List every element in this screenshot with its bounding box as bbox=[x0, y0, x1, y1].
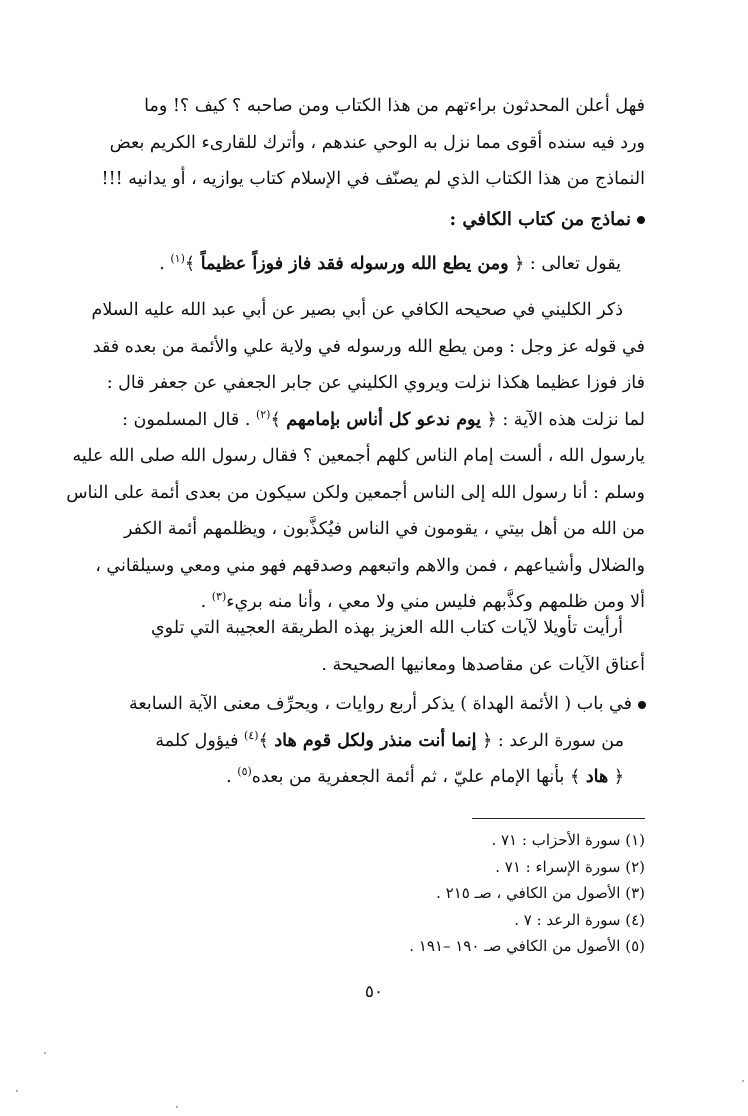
footnote-ref: (٣) bbox=[211, 590, 227, 604]
paragraph-comment bbox=[105, 610, 645, 683]
footnote-divider bbox=[472, 818, 645, 819]
footnote-ref: (٥) bbox=[237, 765, 252, 779]
bullet-icon bbox=[638, 701, 646, 709]
footnote-item: (٥) الأصول من الكافي صـ ١٩٠ –١٩١ . bbox=[409, 937, 645, 955]
footnote-ref: (٢) bbox=[255, 407, 271, 421]
text-line: من الله من أهل بيتي ، يقومون في الناس فيُكذَّبون ، ويظلمهم أئمة الكفر bbox=[123, 519, 645, 539]
verse-prefix: ﴿ bbox=[608, 767, 624, 787]
line-end: . bbox=[200, 592, 212, 612]
footnotes bbox=[105, 827, 645, 960]
text-line: في قوله عز وجل : ومن يطع الله ورسوله في ولاية علي والأئمة من بعده فقد bbox=[92, 336, 645, 357]
text-line: أرأيت تأويلا لآيات كتاب الله العزيز بهذه الطريقة العجيبة التي تلوي bbox=[150, 618, 623, 638]
text-line-bullet bbox=[105, 686, 646, 723]
text-line: ذكر الكليني في صحيحه الكافي عن أبي بصير عن أبي عبد الله عليه السلام bbox=[91, 300, 623, 320]
text-line: النماذج من هذا الكتاب الذي لم يصنّف في الإسلام كتاب يوازيه ، أو يدانيه !!! bbox=[101, 169, 645, 189]
verse-prefix: لما نزلت هذه الآية : ﴿ bbox=[480, 409, 645, 430]
text-line: ورد فيه سنده أقوى مما نزل به الوحي عندهم ، وأترك للقارىء الكريم بعض bbox=[109, 132, 645, 153]
line-end: فيؤول كلمة bbox=[155, 730, 245, 751]
verse-text: يوم ندعو كل أناس بإمامهم bbox=[286, 409, 481, 430]
verse-text: إنما أنت منذر ولكل قوم هاد bbox=[274, 730, 477, 751]
footnote-item: (٢) سورة الإسراء : ٧١ . bbox=[495, 857, 645, 876]
scan-speck bbox=[742, 1080, 744, 1082]
footnote-item: (٣) الأصول من الكافي ، صـ ٢١٥ . bbox=[436, 884, 645, 902]
paragraph-kulayni bbox=[66, 292, 645, 621]
verse-text: ومن يطع الله ورسوله فقد فاز فوزاً عظيماً bbox=[200, 254, 509, 274]
verse-suffix: ﴾ بأنها الإمام عليّ ، ثم أئمة الجعفرية من بعده bbox=[251, 767, 586, 787]
verse-prefix: يقول تعالى : ﴿ bbox=[508, 254, 621, 274]
bullet-icon bbox=[637, 216, 645, 224]
verse-suffix: ﴾ bbox=[270, 409, 287, 430]
verse-suffix: ﴾ bbox=[184, 254, 201, 274]
scan-speck bbox=[44, 1052, 46, 1054]
text-line-verse bbox=[105, 759, 646, 796]
text-line-verse bbox=[105, 723, 646, 760]
verse-quote bbox=[105, 246, 621, 283]
scan-speck bbox=[16, 1090, 18, 1092]
line-end: . bbox=[226, 767, 238, 787]
verse-prefix: من سورة الرعد : ﴿ bbox=[476, 730, 624, 751]
verse-end: . bbox=[159, 254, 171, 274]
footnote-item: (٤) سورة الرعد : ٧ . bbox=[514, 910, 645, 929]
text-line-verse bbox=[105, 402, 645, 439]
footnote-item: (١) سورة الأحزاب : ٧١ . bbox=[491, 831, 645, 849]
text-line: يارسول الله ، ألست إمام الناس كلهم أجمعين ؟ فقال رسول الله صلى الله عليه bbox=[72, 446, 645, 466]
line-text: في باب ( الأئمة الهداة ) يذكر أربع روايات ، ويحرِّف معنى الآية السابعة bbox=[129, 694, 632, 714]
verse-suffix: ﴾ bbox=[258, 730, 275, 751]
text-line: وسلم : أنا رسول الله إلى الناس أجمعين ولكن سيكون من بعدى أئمة على الناس bbox=[66, 482, 645, 503]
footnote-ref: (١) bbox=[170, 252, 185, 266]
heading-text: نماذج من كتاب الكافي : bbox=[449, 209, 631, 230]
verse-text: هاد bbox=[585, 767, 609, 787]
scan-speck bbox=[176, 1106, 178, 1108]
text-line: والضلال وأشياعهم ، فمن والاهم واتبعهم وصدقهم فهو مني ومعي وسيلقاني ، bbox=[95, 555, 645, 576]
section-heading bbox=[105, 202, 645, 239]
paragraph-bullet-raad bbox=[105, 686, 646, 796]
footnote-ref: (٤) bbox=[244, 728, 259, 742]
line-text: ألا ومن ظلمهم وكذَّبهم فليس مني ولا معي ، وأنا منه بريء bbox=[226, 592, 645, 612]
text-line: فاز فوزا عظيما هكذا نزلت ويروي الكليني عن جابر الجعفي عن جعفر قال : bbox=[106, 373, 645, 393]
text-line: فهل أعلن المحدثون براءتهم من هذا الكتاب ومن صاحبه ؟ كيف ؟! وما bbox=[144, 96, 645, 116]
paragraph-intro bbox=[101, 88, 645, 198]
line-end: . قال المسلمون : bbox=[122, 409, 256, 430]
page-number: ٥٠ bbox=[364, 982, 384, 1002]
text-line: أعناق الآيات عن مقاصدها ومعانيها الصحيحة . bbox=[321, 654, 645, 675]
